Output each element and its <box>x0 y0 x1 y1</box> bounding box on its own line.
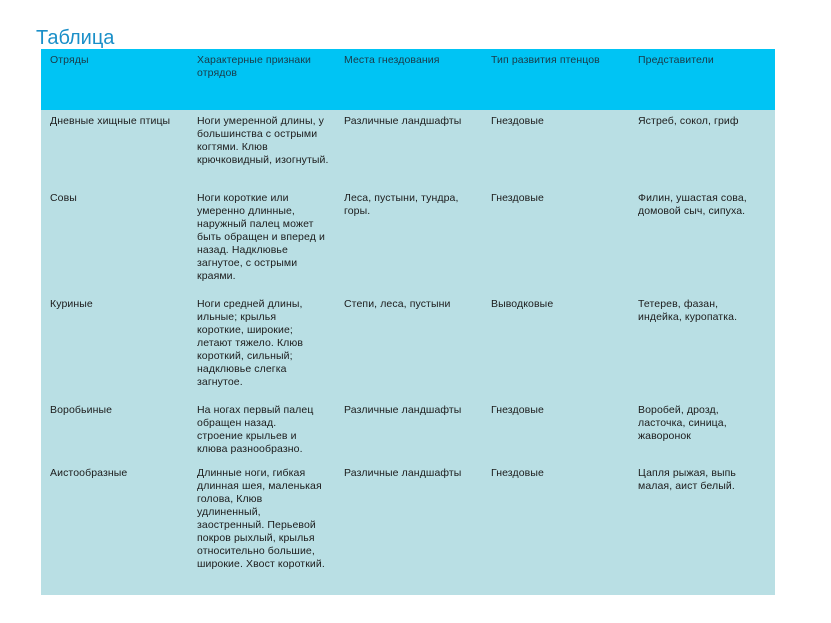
header-cell-representatives: Представители <box>638 54 714 66</box>
row-representatives: Филин, ушастая сова, домовой сыч, сипуха. <box>638 192 747 217</box>
row-order-name: Воробьиные <box>50 404 113 416</box>
row-representatives: Воробей, дрозд, ласточка, синица, жаворонок <box>638 404 727 442</box>
row-development: Выводковые <box>491 298 554 310</box>
row-representatives: Ястреб, сокол, гриф <box>638 115 739 127</box>
row-features: Ноги умеренной длины, у большинства с острыми когтями. Клюв крючковидный, изогнутый. <box>197 115 329 166</box>
row-order-name: Совы <box>50 192 77 204</box>
row-order-name: Дневные хищные птицы <box>50 115 171 127</box>
row-development: Гнездовые <box>491 192 544 204</box>
row-nesting: Различные ландшафты <box>344 115 462 127</box>
row-features: Длинные ноги, гибкая длинная шея, маленькая голова, Клюв удлиненный, заостренный. Перьевой покров рыхлый, крылья относительно большие, широкие. Хвост короткий. <box>197 467 325 570</box>
header-cell-development: Тип развития птенцов <box>491 54 600 66</box>
row-features: Ноги короткие или умеренно длинные, наружный палец может быть обращен и вперед и назад. Надклювье загнутое, с острыми краями. <box>197 192 325 282</box>
row-development: Гнездовые <box>491 115 544 127</box>
row-nesting: Леса, пустыни, тундра, горы. <box>344 192 459 217</box>
table-header-row <box>41 49 775 110</box>
row-representatives: Тетерев, фазан, индейка, куропатка. <box>638 298 738 323</box>
row-order-name: Аистообразные <box>50 467 128 479</box>
header-cell-orders: Отряды <box>50 54 89 66</box>
header-cell-nesting: Места гнездования <box>344 54 440 66</box>
row-nesting: Различные ландшафты <box>344 404 462 416</box>
header-cell-features: Характерные признаки отрядов <box>197 54 312 79</box>
row-development: Гнездовые <box>491 467 544 479</box>
row-features: Ноги средней длины, ильные; крылья короткие, широкие; летают тяжело. Клюв короткий, сильный; надклювье слегка загнутое. <box>197 298 304 388</box>
birds-table <box>41 49 775 595</box>
page-title: Таблица <box>36 27 115 49</box>
row-nesting: Различные ландшафты <box>344 467 462 479</box>
row-nesting: Степи, леса, пустыни <box>344 298 451 310</box>
row-representatives: Цапля рыжая, выпь малая, аист белый. <box>638 467 737 492</box>
row-order-name: Куриные <box>50 298 93 310</box>
row-development: Гнездовые <box>491 404 544 416</box>
row-features: На ногах первый палец обращен назад. строение крыльев и клюва разнообразно. <box>197 404 314 455</box>
